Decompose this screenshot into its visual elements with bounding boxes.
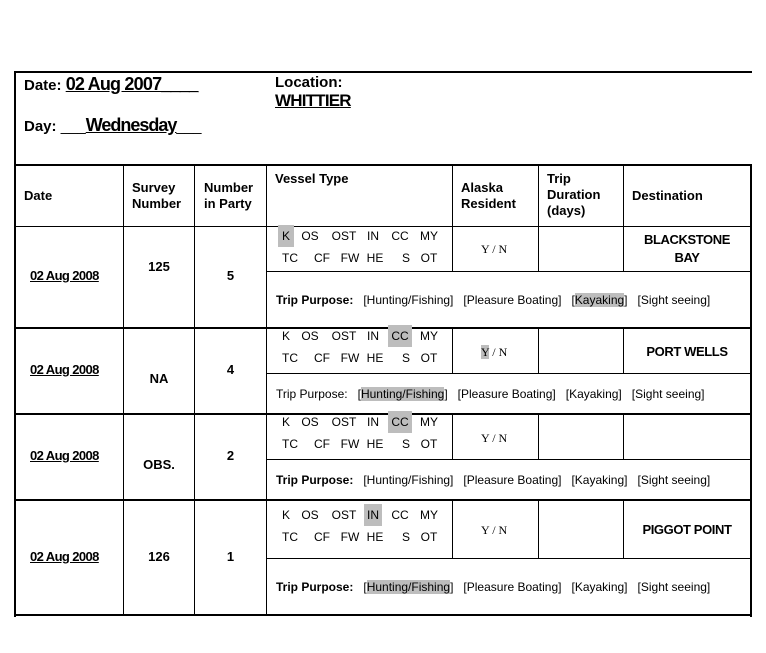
day-prefix: ___ <box>60 118 86 135</box>
row-date: 02 Aug 2008 <box>30 549 99 564</box>
vessel-code-cf: CF <box>314 251 330 265</box>
vessel-code-os: OS <box>301 415 319 429</box>
column-header-trip-duration: Trip Duration (days) <box>547 171 601 218</box>
vessel-code-my: MY <box>420 229 438 243</box>
trip-purpose <box>276 387 715 401</box>
row-survey-number: OBS. <box>143 457 175 472</box>
trip-purpose-option: [Pleasure Boating] <box>457 387 556 401</box>
alaska-resident-options: Y / N <box>481 242 508 256</box>
vessel-code-cf: CF <box>314 437 330 451</box>
column-header-survey-number: Survey Number <box>132 180 182 211</box>
trip-purpose-option: [Kayaking] <box>571 580 628 594</box>
trip-purpose-option: [Hunting/Fishing] <box>363 293 454 307</box>
vessel-code-in: IN <box>367 329 379 343</box>
row-date: 02 Aug 2008 <box>30 362 99 377</box>
vessel-code-he: HE <box>366 351 384 365</box>
bottom-border <box>14 614 752 616</box>
column-header-number-in-party: Number in Party <box>204 180 254 211</box>
row-date: 02 Aug 2008 <box>30 448 99 463</box>
row-destination <box>624 231 750 267</box>
subrow-divider <box>266 271 752 272</box>
vessel-code-he: HE <box>366 437 384 451</box>
alaska-resident-options: Y / N <box>481 431 508 445</box>
row-destination <box>624 521 750 539</box>
vessel-code-ost: OST <box>331 508 357 522</box>
row-number-in-party: 5 <box>226 268 235 283</box>
trip-purpose-option: [Pleasure Boating] <box>463 473 562 487</box>
trip-purpose <box>276 293 720 307</box>
vessel-code-tc: TC <box>282 251 298 265</box>
column-header-destination: Destination <box>632 188 703 203</box>
vessel-code-my: MY <box>420 415 438 429</box>
vessel-code-my: MY <box>420 329 438 343</box>
vessel-code-ost: OST <box>331 329 357 343</box>
resident-no: / N <box>489 345 508 359</box>
vessel-code-os: OS <box>301 229 319 243</box>
trip-purpose-option: [Pleasure Boating] <box>463 293 562 307</box>
destination-line: BLACKSTONE <box>643 232 731 247</box>
vessel-code-in: IN <box>367 415 379 429</box>
vessel-code-k: K <box>278 225 294 247</box>
vessel-code-cf: CF <box>314 351 330 365</box>
trip-purpose-option: [Kayaking] <box>571 293 628 307</box>
vessel-code-in: IN <box>367 229 379 243</box>
vessel-code-he: HE <box>366 251 384 265</box>
alaska-resident-options: Y / N <box>481 523 508 537</box>
row-date: 02 Aug 2008 <box>30 268 99 283</box>
column-header-vessel-type: Vessel Type <box>275 171 349 186</box>
resident-yes: Y <box>481 345 490 359</box>
trip-purpose <box>276 473 720 487</box>
row-divider <box>14 499 752 501</box>
trip-purpose-option: [Sight seeing] <box>637 473 711 487</box>
vessel-code-cc: CC <box>391 229 409 243</box>
destination-line: PIGGOT POINT <box>642 522 732 537</box>
row-number-in-party: 4 <box>226 362 235 377</box>
alaska-resident-options <box>481 345 507 360</box>
vessel-code-ost: OST <box>331 229 357 243</box>
vessel-code-k: K <box>281 415 290 429</box>
trip-purpose-option: [Kayaking] <box>571 473 628 487</box>
vessel-code-ot: OT <box>420 251 438 265</box>
vessel-code-k: K <box>281 508 290 522</box>
vessel-code-s: S <box>401 530 410 544</box>
top-border <box>14 71 752 73</box>
vessel-code-k: K <box>281 329 290 343</box>
day-value: Wednesday <box>85 115 177 135</box>
vessel-code-cc: CC <box>388 325 412 347</box>
vessel-code-tc: TC <box>282 351 298 365</box>
trip-purpose-option: [Sight seeing] <box>631 387 705 401</box>
vessel-code-in: IN <box>364 504 382 526</box>
date-field <box>24 74 198 95</box>
vessel-code-fw: FW <box>340 437 360 451</box>
vessel-code-os: OS <box>301 508 319 522</box>
vessel-code-s: S <box>401 251 410 265</box>
location-label: Location: <box>275 74 343 91</box>
day-suffix: ___ <box>176 118 202 135</box>
row-number-in-party: 1 <box>226 549 235 564</box>
trip-purpose-selected: Kayaking <box>574 293 625 307</box>
trip-purpose-option: [Sight seeing] <box>637 293 711 307</box>
row-survey-number: 125 <box>148 259 170 274</box>
row-survey-number: 126 <box>148 549 170 564</box>
row-survey-number: NA <box>149 371 169 386</box>
date-label: Date: <box>24 77 62 94</box>
vessel-code-fw: FW <box>340 351 360 365</box>
day-field <box>24 115 201 136</box>
destination-line: BAY <box>674 250 700 265</box>
vessel-code-s: S <box>401 437 410 451</box>
trip-purpose-option: [Pleasure Boating] <box>463 580 562 594</box>
vessel-code-ot: OT <box>420 530 438 544</box>
vessel-code-cc: CC <box>391 508 409 522</box>
trip-purpose-option: [Sight seeing] <box>637 580 711 594</box>
destination-line: PORT WELLS <box>646 344 728 359</box>
day-label: Day: <box>24 118 57 135</box>
subrow-divider <box>266 373 752 374</box>
trip-purpose-label: Trip Purpose: <box>276 293 354 307</box>
trip-purpose-label: Trip Purpose: <box>276 387 348 401</box>
vessel-code-ot: OT <box>420 437 438 451</box>
trip-purpose-selected: Hunting/Fishing <box>366 580 451 594</box>
vessel-code-s: S <box>401 351 410 365</box>
trip-purpose-option: [Hunting/Fishing] <box>357 387 448 401</box>
vessel-code-ot: OT <box>420 351 438 365</box>
vessel-code-os: OS <box>301 329 319 343</box>
row-destination <box>624 343 750 361</box>
vessel-code-tc: TC <box>282 437 298 451</box>
subrow-divider <box>266 459 752 460</box>
vessel-code-cc: CC <box>388 411 412 433</box>
vessel-code-ost: OST <box>331 415 357 429</box>
trip-purpose-option: [Hunting/Fishing] <box>363 473 454 487</box>
trip-purpose <box>276 580 720 594</box>
column-header-alaska-resident: Alaska Resident <box>461 180 516 211</box>
trip-purpose-selected: Hunting/Fishing <box>360 387 445 401</box>
trip-purpose-label: Trip Purpose: <box>276 580 354 594</box>
location-value: WHITTIER <box>275 91 351 110</box>
trip-purpose-option: [Hunting/Fishing] <box>363 580 454 594</box>
trip-purpose-label: Trip Purpose: <box>276 473 354 487</box>
vessel-code-fw: FW <box>340 530 360 544</box>
subrow-divider <box>266 558 752 559</box>
trip-purpose-option: [Kayaking] <box>565 387 622 401</box>
vessel-code-cf: CF <box>314 530 330 544</box>
header-divider <box>14 164 752 166</box>
vessel-code-fw: FW <box>340 251 360 265</box>
row-number-in-party: 2 <box>226 448 235 463</box>
date-value: 02 Aug 2007____ <box>65 74 199 94</box>
vessel-type-codes <box>0 411 766 455</box>
vessel-code-my: MY <box>420 508 438 522</box>
column-header-date: Date <box>24 188 53 203</box>
vessel-code-tc: TC <box>282 530 298 544</box>
vessel-code-he: HE <box>366 530 384 544</box>
